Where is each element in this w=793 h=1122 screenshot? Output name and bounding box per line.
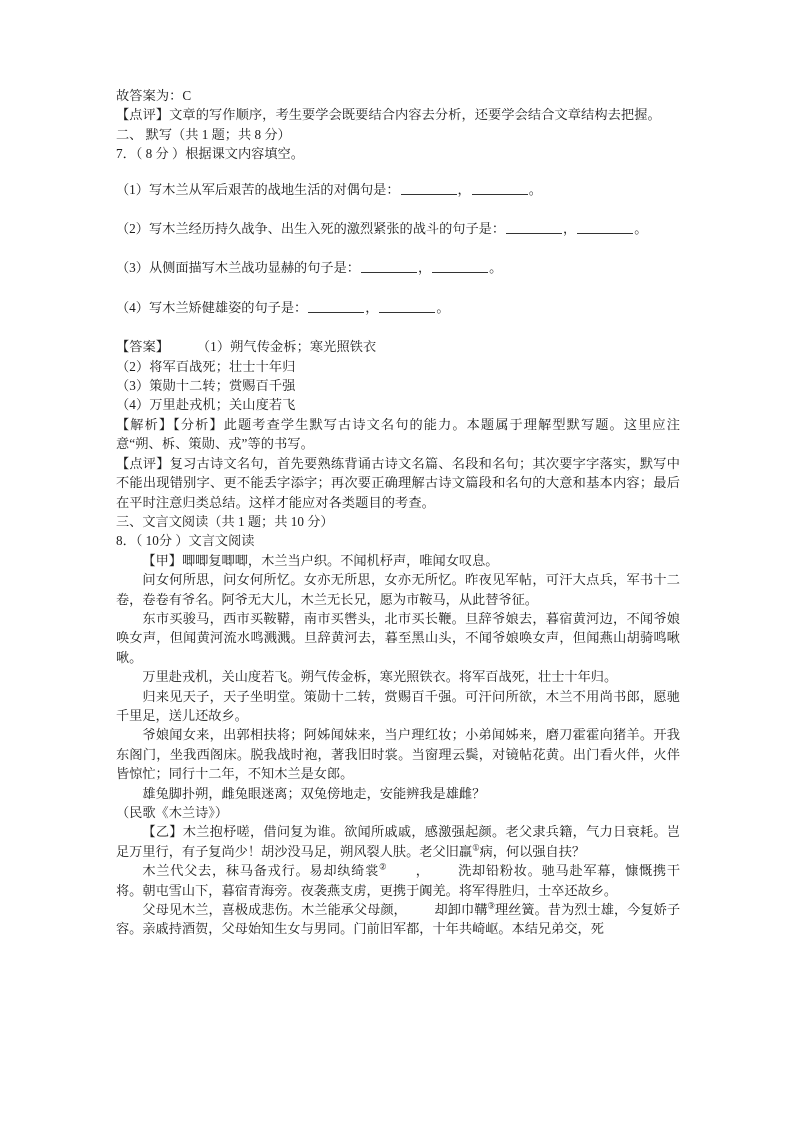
fill-question-4-text: 写木兰矫健雄姿的句子是： <box>148 299 308 315</box>
passage-yi-paragraph-3-text-b: 却卸巾鞲 <box>434 902 488 918</box>
fill-question-3-end: 。 <box>489 260 503 276</box>
passage-jia-paragraph-6: 爷娘闻女来，出郭相扶将；阿姊闻妹来，当户理红妆；小弟闻姊来，磨刀霍霍向猪羊。开我东阁门，坐我西阁床。脱我战时袍，著我旧时裳。当窗理云鬓，对镜帖花黄。出门看火伴，火伴皆惊忙；同行十二年，不知木兰是女郎。 <box>116 727 680 782</box>
fill-question-3-text: 从侧面描写木兰战功显赫的句子是： <box>148 260 360 276</box>
passage-yi-paragraph-3-text-c: 理丝簧。昔为烈士雄，今复娇子容。亲戚持酒贺，父母始知生女与男同。门前旧军都，十年共崎岖。本结兄弟交，死 <box>116 902 681 937</box>
answer-block-header <box>116 337 680 356</box>
fill-question-1-number: （1） <box>116 181 149 197</box>
passage-jia-paragraph-1-text: 唧唧复唧唧，木兰当户织。不闻机杼声，唯闻女叹息。 <box>181 552 499 568</box>
fill-question-4-number: （4） <box>116 299 149 315</box>
passage-yi-paragraph-1 <box>116 822 680 861</box>
fill-question-4-blank-a[interactable] <box>308 300 364 313</box>
question-8-stem: 8．（ 10分 ）文言文阅读 <box>116 533 255 549</box>
footnote-marker-2: ② <box>379 862 388 872</box>
section-heading-two: 二、 默写（共 1 题；共 8 分） <box>116 126 291 142</box>
footnote-marker-3: ③ <box>487 901 495 911</box>
fill-question-4 <box>116 298 680 317</box>
fill-question-3-number: （3） <box>116 260 149 276</box>
fill-question-2 <box>116 219 680 238</box>
fill-question-1-separator: ， <box>457 181 471 197</box>
review-paragraph-2: 【点评】复习古诗文名句，首先要熟练背诵古诗文名篇、名段和名句；其次要字字落实，默写中不能出现错别字、更不能丢字添字；再次要正确理解古诗文篇段和名句的大意和基本内容；最后在平时注意归类总结。这样才能应对各类题目的考查。 <box>116 455 680 510</box>
answer-item-3-line: （3）策勋十二转；赏赐百千强 <box>116 378 296 394</box>
fill-question-3-blank-b[interactable] <box>432 260 488 273</box>
fill-question-2-separator: ， <box>563 221 577 237</box>
footnote-marker-1: ① <box>472 843 480 853</box>
passage-jia-paragraph-4: 万里赴戎机，关山度若飞。朔气传金柝，寒光照铁衣。将军百战死，壮士十年归。 <box>142 669 618 685</box>
passage-yi-paragraph-2-text-b: ， <box>414 863 430 879</box>
fill-question-2-text: 写木兰经历持久战争、出生入死的激烈紧张的战斗的句子是： <box>148 221 506 237</box>
fill-question-3-separator: ， <box>417 260 432 276</box>
passage-yi-paragraph-2-text-c: 洗却铅粉妆。驰马赴军幕，慷慨携干将。朝屯雪山下，暮宿青海旁。夜袭燕支虏，更携于阗羌。将军得胜归，士卒还故乡。 <box>116 863 681 898</box>
fill-question-1-blank-a[interactable] <box>401 181 457 194</box>
fill-question-3-blank-a[interactable] <box>361 260 417 273</box>
fill-question-1-text: 写木兰从军后艰苦的战地生活的对偶句是： <box>148 181 400 197</box>
passage-jia-attribution: （民歌《木兰诗》） <box>116 805 229 820</box>
fill-question-1-blank-b[interactable] <box>472 181 528 194</box>
passage-jia-paragraph-1 <box>116 551 680 570</box>
section-heading-three: 三、文言文阅读（共 1 题；共 10 分） <box>116 513 334 529</box>
passage-yi-paragraph-3-text-a: 父母见木兰，喜极成悲伤。木兰能承父母颜， <box>142 902 407 918</box>
fill-question-1 <box>116 180 680 199</box>
answer-item-2-line: （2）将军百战死；壮士十年归 <box>116 358 296 374</box>
fill-question-4-end: 。 <box>436 299 450 315</box>
answer-label: 【答案】 <box>116 339 170 355</box>
fill-question-2-blank-a[interactable] <box>506 221 562 234</box>
fill-question-3 <box>116 258 680 277</box>
passage-yi-label: 【乙】 <box>142 824 183 840</box>
fill-question-1-end: 。 <box>528 181 542 197</box>
fill-question-4-separator: ， <box>365 299 379 315</box>
document-content <box>116 86 680 939</box>
passage-yi-paragraph-3 <box>116 900 680 939</box>
analysis-paragraph: 【解析】【分析】此题考查学生默写古诗文名句的能力。本题属于理解型默写题。这里应注意“朔、柝、策勋、戎”等的书写。 <box>116 416 680 452</box>
fill-question-4-blank-b[interactable] <box>379 300 435 313</box>
passage-yi-paragraph-2-text-a: 木兰代父去，秣马备戎行。易却纨绮裳 <box>142 863 379 879</box>
fill-question-2-blank-b[interactable] <box>577 221 633 234</box>
review-paragraph-1: 【点评】文章的写作顺序，考生要学会既要结合内容去分析，还要学会结合文章结构去把握。 <box>116 107 661 123</box>
passage-jia-label: 【甲】 <box>142 552 182 568</box>
answer-item-1: （1）朔气传金柝；寒光照铁衣 <box>196 339 377 355</box>
answer-line: 故答案为：C <box>116 88 192 103</box>
passage-yi-paragraph-1-text-b: 病，何以强自扶？ <box>479 843 586 859</box>
fill-question-2-end: 。 <box>634 221 648 237</box>
answer-item-4-line: （4）万里赴戎机；关山度若飞 <box>116 397 296 413</box>
passage-yi-paragraph-1-text-a: 木兰抱杼嗟，借问复为谁。欲闻所戚戚，感激强起颜。老父隶兵籍，气力日衰耗。岂足万里行，有子复尚少！胡沙没马足，朔风裂人肤。老父旧羸 <box>116 824 681 859</box>
passage-jia-paragraph-3: 东市买骏马，西市买鞍鞯，南市买辔头，北市买长鞭。旦辞爷娘去，暮宿黄河边，不闻爷娘唤女声，但闻黄河流水鸣溅溅。旦辞黄河去，暮至黑山头，不闻爷娘唤女声，但闻燕山胡骑鸣啾啾。 <box>116 610 680 665</box>
passage-yi-paragraph-2 <box>116 861 680 900</box>
question-7-stem: 7．（ 8 分 ）根据课文内容填空。 <box>116 146 304 162</box>
passage-jia-paragraph-7: 雄兔脚扑朔，雌兔眼迷离；双兔傍地走，安能辨我是雄雌？ <box>142 785 486 801</box>
passage-jia-paragraph-2: 问女何所思，问女何所忆。女亦无所思，女亦无所忆。昨夜见军帖，可汗大点兵，军书十二卷，卷卷有爷名。阿爷无大儿，木兰无长兄，愿为市鞍马，从此替爷征。 <box>116 572 680 607</box>
fill-question-2-number: （2） <box>116 221 149 237</box>
passage-jia-paragraph-5: 归来见天子，天子坐明堂。策勋十二转，赏赐百千强。可汗问所欲，木兰不用尚书郎，愿驰千里足，送儿还故乡。 <box>116 688 680 723</box>
